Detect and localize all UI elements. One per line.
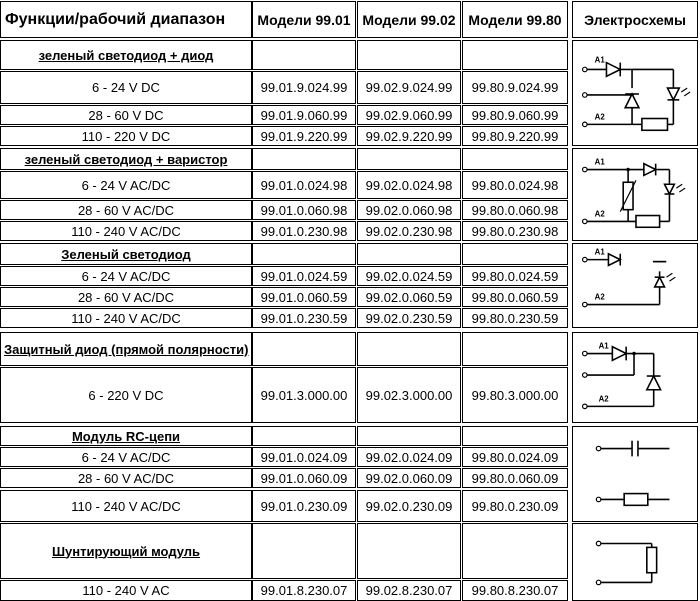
model-code: 99.01.0.024.09 — [252, 447, 356, 467]
empty-cell — [252, 148, 356, 170]
terminal-label: A2 — [598, 394, 609, 404]
voltage-range: 110 - 240 V AC/DC — [0, 308, 252, 328]
voltage-range: 6 - 220 V DC — [0, 367, 252, 423]
circuit-diagram-icon — [573, 524, 697, 600]
empty-cell — [357, 40, 461, 70]
empty-cell — [462, 148, 568, 170]
empty-cell — [252, 523, 356, 579]
voltage-range: 28 - 60 V AC/DC — [0, 200, 252, 220]
model-code: 99.01.0.230.09 — [252, 490, 356, 522]
model-code: 99.02.0.230.59 — [357, 308, 461, 328]
model-code: 99.80.9.024.99 — [462, 71, 568, 104]
terminal-label: A1 — [598, 341, 609, 351]
model-code: 99.80.9.220.99 — [462, 126, 568, 146]
model-code: 99.02.9.060.99 — [357, 105, 461, 125]
voltage-range: 28 - 60 V DC — [0, 105, 252, 125]
model-code: 99.01.3.000.00 — [252, 367, 356, 423]
model-code: 99.02.0.060.59 — [357, 287, 461, 307]
model-code: 99.02.8.230.07 — [357, 580, 461, 601]
empty-cell — [357, 523, 461, 579]
group-title: Защитный диод (прямой полярности) — [0, 332, 252, 366]
empty-cell — [462, 523, 568, 579]
empty-cell — [357, 332, 461, 366]
protection-diode-scheme — [572, 332, 698, 423]
group-title: Зеленый светодиод — [0, 243, 252, 265]
model-code: 99.01.0.230.98 — [252, 221, 356, 241]
model-9980-header: Модели 99.80 — [462, 1, 568, 38]
model-code: 99.80.9.060.99 — [462, 105, 568, 125]
circuit-diagram-icon — [573, 149, 697, 240]
schemes-header: Электросхемы — [572, 1, 698, 38]
voltage-range: 6 - 24 V DC — [0, 71, 252, 104]
model-code: 99.80.0.060.98 — [462, 200, 568, 220]
circuit-diagram-icon — [573, 41, 697, 145]
model-9902-header: Модели 99.02 — [357, 1, 461, 38]
model-code: 99.02.0.024.09 — [357, 447, 461, 467]
voltage-range: 6 - 24 V AC/DC — [0, 447, 252, 467]
model-code: 99.80.3.000.00 — [462, 367, 568, 423]
model-code: 99.02.0.060.98 — [357, 200, 461, 220]
model-code: 99.01.9.060.99 — [252, 105, 356, 125]
voltage-range: 6 - 24 V AC/DC — [0, 171, 252, 199]
model-code: 99.01.0.060.98 — [252, 200, 356, 220]
empty-cell — [252, 426, 356, 446]
empty-cell — [357, 148, 461, 170]
model-code: 99.02.0.230.98 — [357, 221, 461, 241]
voltage-range: 110 - 240 V AC/DC — [0, 221, 252, 241]
voltage-range: 6 - 24 V AC/DC — [0, 266, 252, 286]
model-code: 99.80.8.230.07 — [462, 580, 568, 601]
model-code: 99.02.0.230.09 — [357, 490, 461, 522]
model-code: 99.02.0.024.59 — [357, 266, 461, 286]
terminal-label: A1 — [594, 247, 605, 257]
group-title: Модуль RC-цепи — [0, 426, 252, 446]
voltage-range: 110 - 240 V AC — [0, 580, 252, 601]
terminal-label: A2 — [594, 292, 605, 302]
empty-cell — [252, 40, 356, 70]
empty-cell — [462, 243, 568, 265]
empty-cell — [462, 332, 568, 366]
group-title: Шунтирующий модуль — [0, 523, 252, 579]
group-title: зеленый светодиод + варистор — [0, 148, 252, 170]
empty-cell — [462, 426, 568, 446]
functions-header: Функции/рабочий диапазон — [0, 1, 252, 38]
model-9901-header: Модели 99.01 — [252, 1, 356, 38]
model-code: 99.01.0.024.59 — [252, 266, 356, 286]
varistor-led-scheme — [572, 148, 698, 241]
model-code: 99.01.8.230.07 — [252, 580, 356, 601]
model-code: 99.01.0.060.09 — [252, 468, 356, 488]
empty-cell — [252, 243, 356, 265]
model-code: 99.80.0.230.59 — [462, 308, 568, 328]
circuit-diagram-icon — [573, 244, 697, 327]
circuit-diagram-icon — [573, 427, 697, 521]
voltage-range: 110 - 220 V DC — [0, 126, 252, 146]
terminal-label: A1 — [594, 157, 605, 167]
led-scheme — [572, 243, 698, 328]
rc-circuit-scheme — [572, 426, 698, 522]
diode-led-scheme — [572, 40, 698, 146]
model-code: 99.01.0.060.59 — [252, 287, 356, 307]
terminal-label: A2 — [594, 112, 605, 122]
empty-cell — [252, 332, 356, 366]
shunt-module-scheme — [572, 523, 698, 601]
model-code: 99.02.9.024.99 — [357, 71, 461, 104]
empty-cell — [357, 426, 461, 446]
terminal-label: A2 — [594, 209, 605, 219]
model-code: 99.80.0.230.09 — [462, 490, 568, 522]
model-code: 99.80.0.024.98 — [462, 171, 568, 199]
model-code: 99.80.0.230.98 — [462, 221, 568, 241]
model-code: 99.02.0.060.09 — [357, 468, 461, 488]
model-code: 99.80.0.024.09 — [462, 447, 568, 467]
voltage-range: 110 - 240 V AC/DC — [0, 490, 252, 522]
model-code: 99.02.0.024.98 — [357, 171, 461, 199]
model-code: 99.02.9.220.99 — [357, 126, 461, 146]
model-code: 99.80.0.060.59 — [462, 287, 568, 307]
model-code: 99.80.0.024.59 — [462, 266, 568, 286]
model-code: 99.01.9.024.99 — [252, 71, 356, 104]
terminal-label: A1 — [594, 55, 605, 65]
model-code: 99.01.0.230.59 — [252, 308, 356, 328]
model-code: 99.01.0.024.98 — [252, 171, 356, 199]
model-code: 99.80.0.060.09 — [462, 468, 568, 488]
voltage-range: 28 - 60 V AC/DC — [0, 287, 252, 307]
model-code: 99.01.9.220.99 — [252, 126, 356, 146]
model-code: 99.02.3.000.00 — [357, 367, 461, 423]
group-title: зеленый светодиод + диод — [0, 40, 252, 70]
voltage-range: 28 - 60 V AC/DC — [0, 468, 252, 488]
circuit-diagram-icon — [573, 333, 697, 422]
empty-cell — [462, 40, 568, 70]
empty-cell — [357, 243, 461, 265]
